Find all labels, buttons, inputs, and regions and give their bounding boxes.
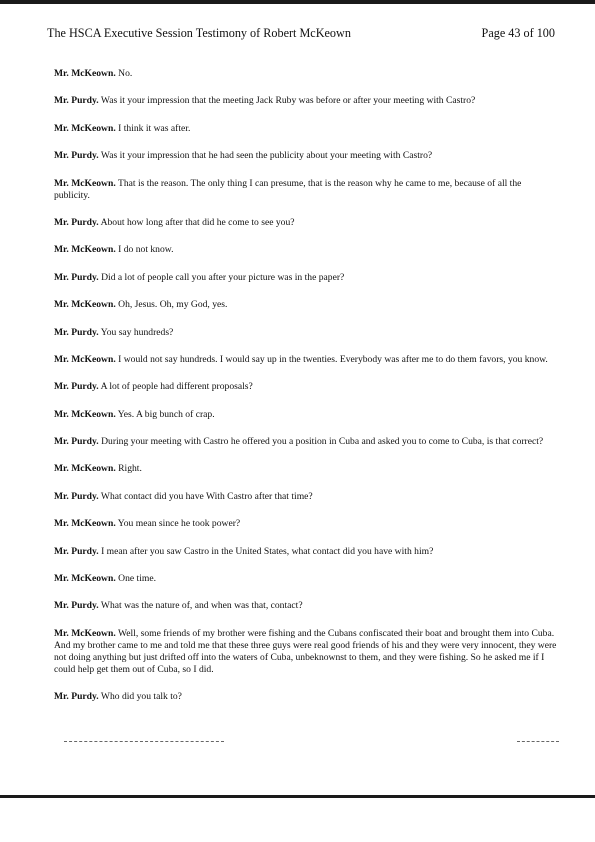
dialogue-paragraph [54, 95, 559, 107]
speaker-name: Mr. McKeown. [54, 353, 116, 365]
dialogue-paragraph [54, 600, 559, 612]
speech-text: Oh, Jesus. Oh, my God, yes. [118, 299, 228, 311]
footer-dashed-line-left [64, 741, 224, 742]
speaker-name: Mr. McKeown. [54, 68, 116, 79]
dialogue-paragraph [54, 463, 559, 475]
speaker-name: Mr. McKeown. [54, 244, 116, 256]
dialogue-paragraph [54, 327, 559, 339]
speech-text: I think it was after. [118, 122, 191, 134]
speaker-name: Mr. McKeown. [54, 299, 116, 311]
speech-text: I would not say hundreds. I would say up in the twenties. Everybody was after me to do them favors, you know. [118, 353, 548, 365]
speech-text: One time. [118, 573, 156, 585]
speaker-name: Mr. Purdy. [54, 150, 99, 162]
speaker-name: Mr. Purdy. [54, 381, 99, 393]
page-number: Page 43 of 100 [481, 26, 555, 40]
dialogue-paragraph [54, 546, 559, 558]
speaker-name: Mr. Purdy. [54, 490, 99, 502]
top-rule [0, 0, 595, 4]
speech-text: Yes. A big bunch of crap. [117, 408, 215, 420]
dialogue-paragraph [54, 436, 559, 448]
dialogue-paragraph [54, 354, 559, 366]
dialogue-paragraph [54, 691, 559, 703]
speech-text: Well, some friends of my brother were fishing and the Cubans confiscated their boat and brought them into Cuba. And my brother came to me and told me that these three guys were real good friends of his and they were very innocent, they were not doing anything but just drifted off into the waters of Cuba, unbeknownst to them, and they were fishing. So he asked me if I could help get them out of Cuba, so I did. [54, 627, 557, 675]
dialogue-paragraph [54, 217, 559, 229]
speaker-name: Mr. Purdy. [54, 95, 99, 107]
speaker-name: Mr. McKeown. [54, 627, 116, 639]
speech-text: During your meeting with Castro he offered you a position in Cuba and asked you to come to Cuba, is that correct? [101, 436, 544, 448]
speech-text: Was it your impression that the meeting Jack Ruby was before or after your meeting with Castro? [100, 95, 476, 107]
speaker-name: Mr. McKeown. [54, 122, 116, 134]
document-title: The HSCA Executive Session Testimony of Robert McKeown [47, 26, 351, 40]
speech-text: I mean after you saw Castro in the United States, what contact did you have with him? [101, 545, 434, 557]
speaker-name: Mr. Purdy. [54, 216, 99, 228]
speaker-name: Mr. Purdy. [54, 691, 99, 703]
speech-text: That is the reason. The only thing I can presume, that is the reason why he came to me, because of all the publicity. [54, 177, 522, 201]
dialogue-paragraph [54, 491, 559, 503]
speech-text: Did a lot of people call you after your picture was in the paper? [101, 271, 345, 283]
dialogue-paragraph [54, 123, 559, 135]
speaker-name: Mr. Purdy. [54, 271, 99, 283]
dialogue-paragraph [54, 628, 559, 676]
speech-text: What was the nature of, and when was that, contact? [100, 600, 303, 612]
speech-text: You mean since he took power? [117, 518, 241, 530]
dialogue-paragraph [54, 68, 559, 80]
speech-text: I do not know. [118, 244, 174, 256]
dialogue-paragraph [54, 178, 559, 202]
speech-text: Right. [118, 463, 142, 475]
speaker-name: Mr. McKeown. [54, 177, 116, 189]
speech-text: About how long after that did he come to see you? [100, 216, 295, 228]
speech-text: No. [118, 68, 133, 79]
transcript-body [54, 68, 559, 719]
speech-text: A lot of people had different proposals? [100, 381, 253, 393]
speaker-name: Mr. Purdy. [54, 436, 99, 448]
dialogue-paragraph [54, 150, 559, 162]
speaker-name: Mr. Purdy. [54, 545, 99, 557]
speaker-name: Mr. Purdy. [54, 600, 99, 612]
dialogue-paragraph [54, 409, 559, 421]
speaker-name: Mr. McKeown. [54, 408, 116, 420]
dialogue-paragraph [54, 272, 559, 284]
dialogue-paragraph [54, 381, 559, 393]
speaker-name: Mr. Purdy. [54, 326, 99, 338]
dialogue-paragraph [54, 244, 559, 256]
speech-text: Who did you talk to? [100, 691, 182, 703]
speaker-name: Mr. McKeown. [54, 518, 116, 530]
dialogue-paragraph [54, 299, 559, 311]
bottom-rule [0, 795, 595, 798]
dialogue-paragraph [54, 518, 559, 530]
speech-text: What contact did you have With Castro after that time? [100, 490, 313, 502]
speech-text: Was it your impression that he had seen the publicity about your meeting with Castro? [100, 150, 433, 162]
speaker-name: Mr. McKeown. [54, 573, 116, 585]
page-header [47, 26, 555, 41]
footer-dashed-line-right [517, 741, 559, 742]
dialogue-paragraph [54, 573, 559, 585]
speech-text: You say hundreds? [100, 326, 174, 338]
speaker-name: Mr. McKeown. [54, 463, 116, 475]
